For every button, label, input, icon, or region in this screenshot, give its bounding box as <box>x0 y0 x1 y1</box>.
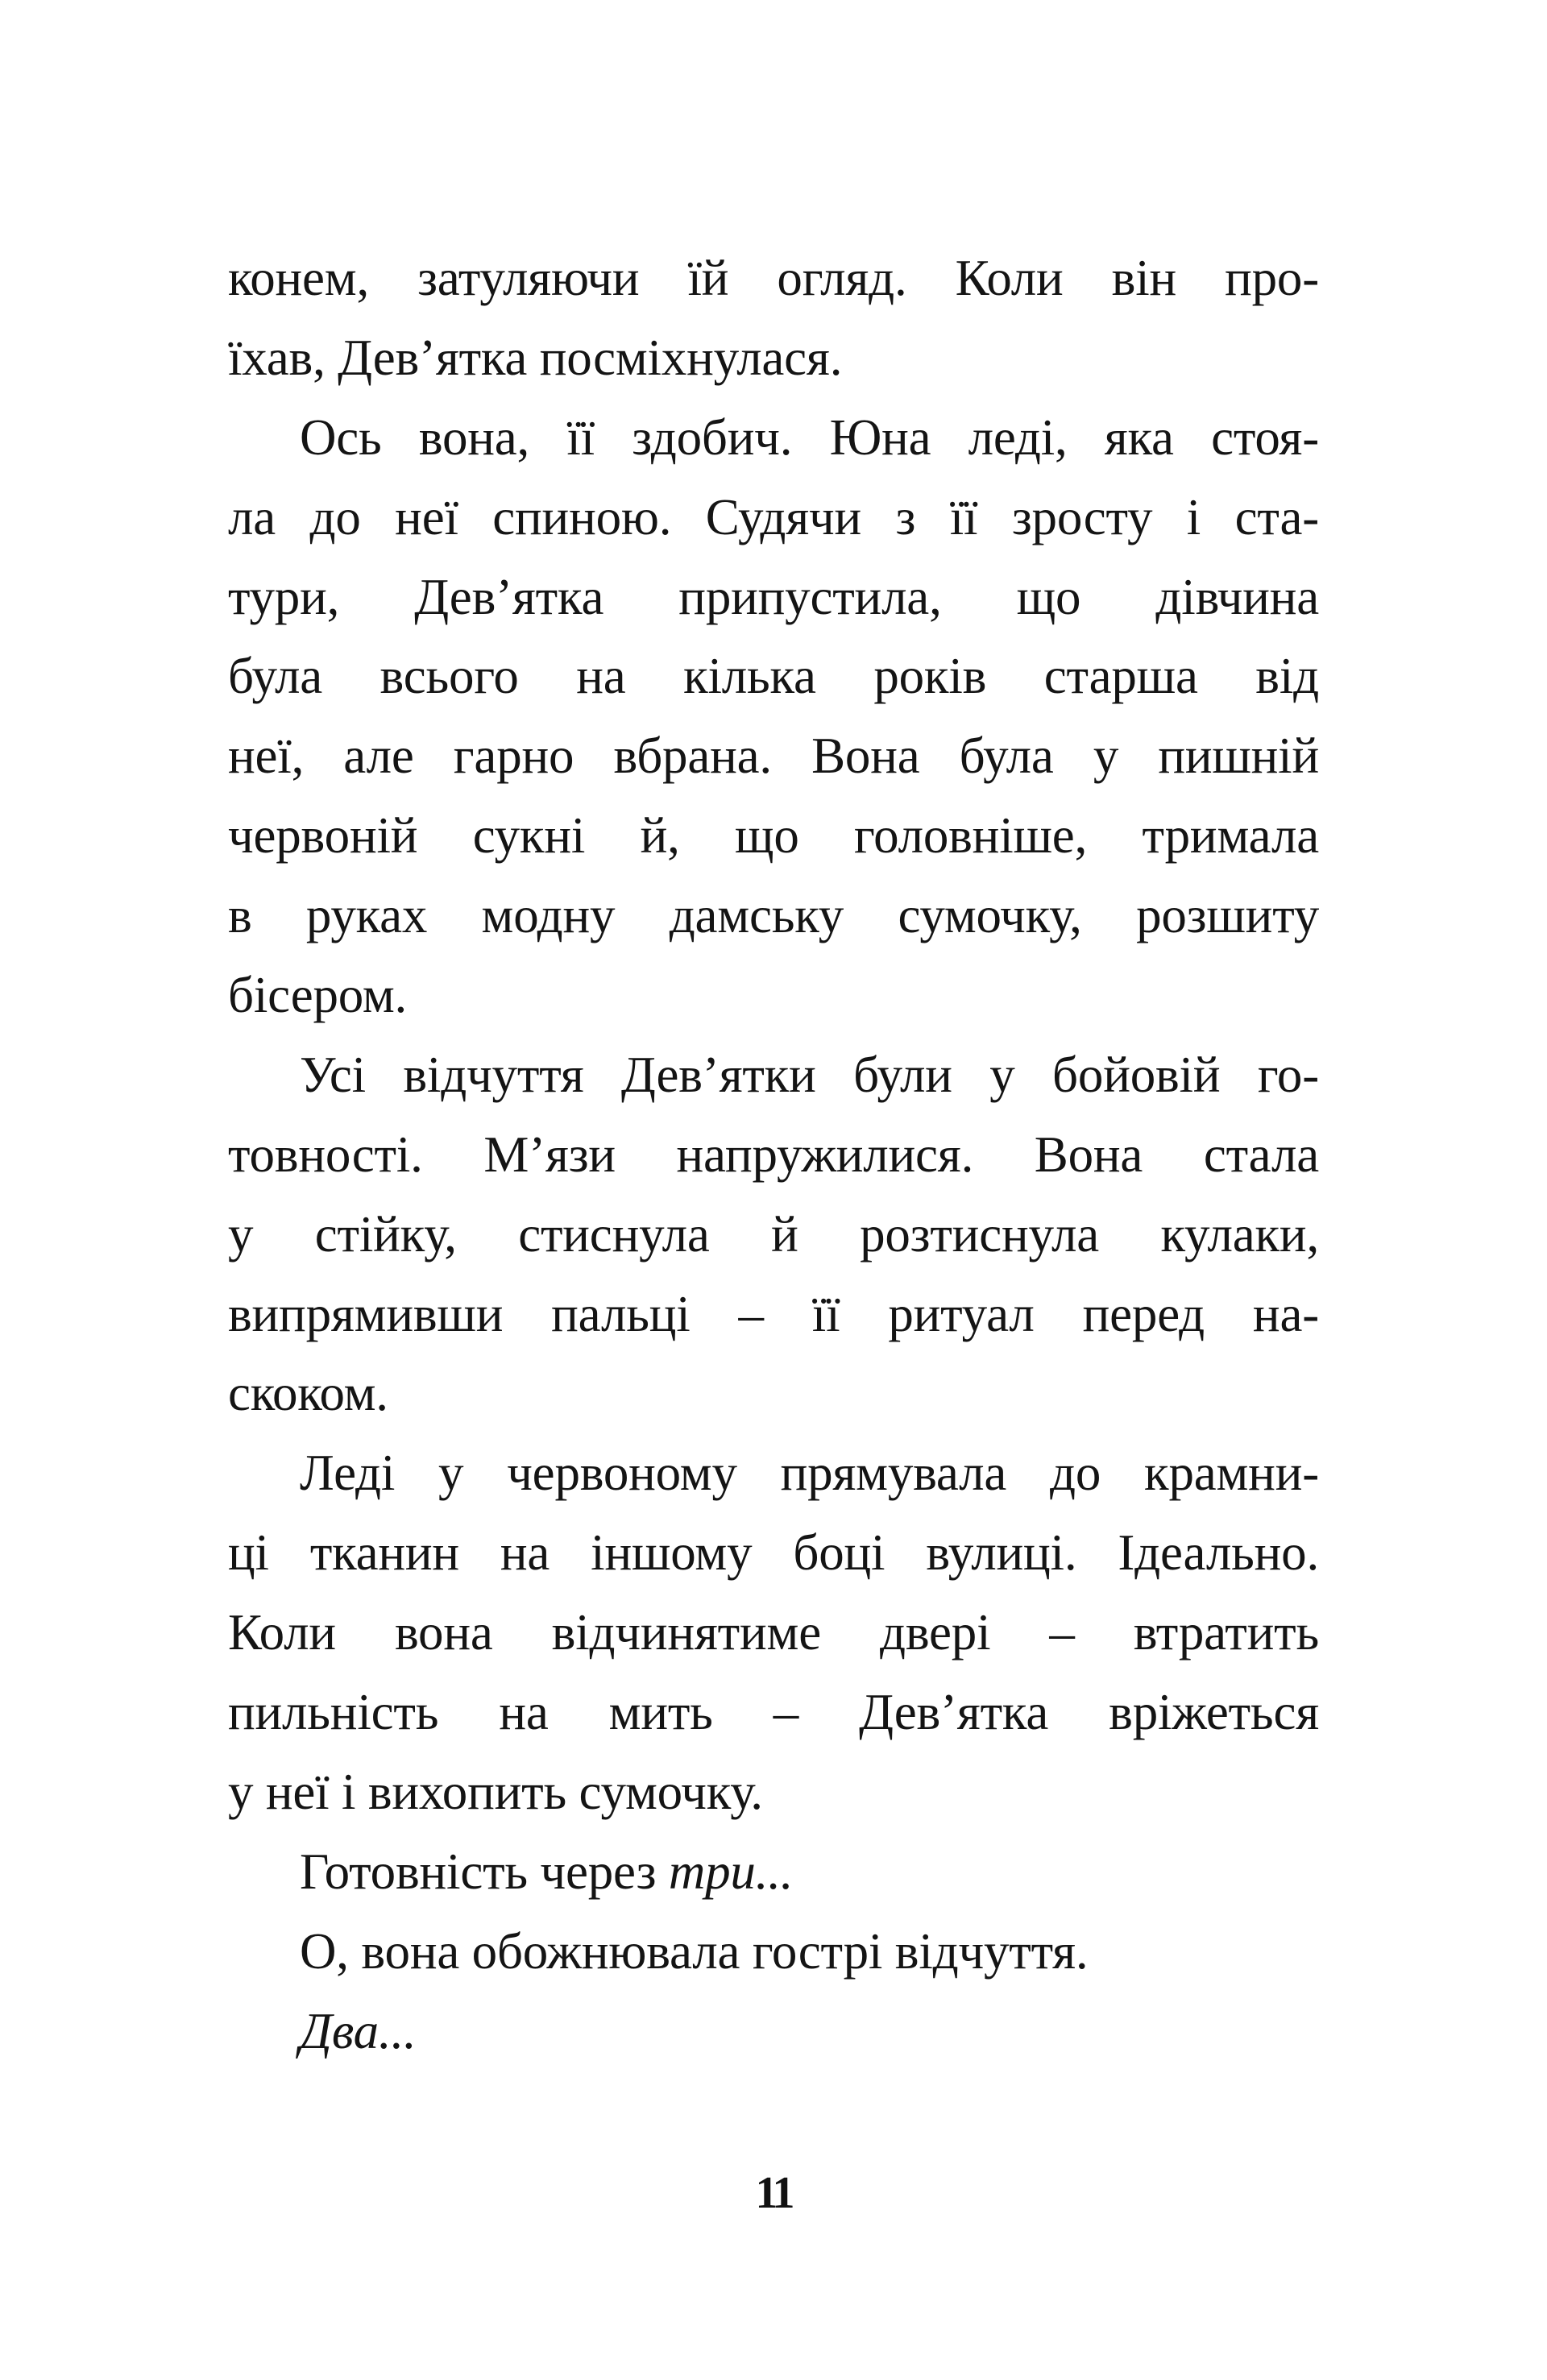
countdown-three-line <box>228 1832 1319 1912</box>
text-line: в руках модну дамську сумочку, розшиту <box>228 887 1319 944</box>
text-line: червоній сукні й, що головніше, тримала <box>228 807 1319 865</box>
countdown-three-italic: три... <box>668 1843 794 1900</box>
text-line: бісером. <box>228 967 408 1024</box>
text-line: ці тканин на іншому боці вулиці. Ідеально. <box>228 1524 1319 1582</box>
text-line: тури, Дев’ятка припустила, що дівчина <box>228 568 1319 625</box>
countdown-two-line <box>228 1992 1319 2071</box>
text-line: випрямивши пальці – її ритуал перед на- <box>228 1285 1319 1342</box>
countdown-two-italic: Два... <box>300 2002 417 2059</box>
paragraph-start-line: Ось вона, її здобич. Юна леді, яка стоя- <box>300 408 1319 466</box>
text-line: у стійку, стиснула й розтиснула кулаки, <box>228 1205 1319 1263</box>
text-line: у неї і вихопить сумочку. <box>228 1763 763 1820</box>
paragraph-start-line: Леді у червоному прямувала до крамни- <box>300 1445 1319 1502</box>
text-line: товності. М’язи напружилися. Вона стала <box>228 1126 1319 1183</box>
text-line: була всього на кілька років старша від <box>228 648 1319 705</box>
text-line: Коли вона відчинятиме двері – втратить <box>228 1604 1319 1661</box>
text-line: неї, але гарно вбрана. Вона була у пишній <box>228 728 1319 785</box>
text-line: скоком. <box>228 1365 388 1422</box>
paragraph-start-line: Усі відчуття Дев’ятки були у бойовій го- <box>300 1046 1319 1103</box>
text-line: конем, затуляючи їй огляд. Коли він про- <box>228 250 1319 306</box>
text-line: ла до неї спиною. Судячи з її зросту і ста- <box>228 488 1319 545</box>
page-number: 11 <box>755 2168 792 2218</box>
countdown-prefix: Готовність через <box>300 1843 669 1900</box>
text-line: їхав, Дев’ятка посміхнулася. <box>228 329 843 386</box>
body-text <box>228 238 1319 2071</box>
text-line: пильність на мить – Дев’ятка вріжеться <box>228 1684 1319 1741</box>
thrill-line: О, вона обожнювала гострі відчуття. <box>300 1922 1089 1980</box>
